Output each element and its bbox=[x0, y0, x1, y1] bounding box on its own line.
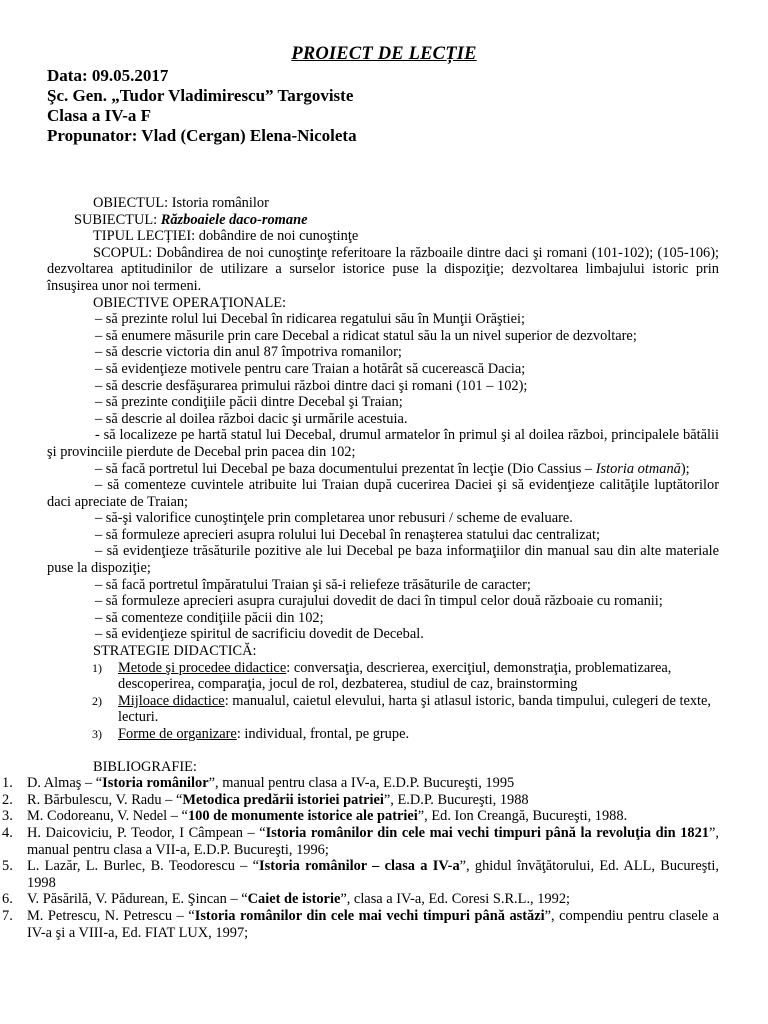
operational-item-long: – să evidenţieze trăsăturile pozitive ale lui Decebal pe baza informaţiilor din manual sau din alte materiale puse la dispoziţie; bbox=[47, 543, 719, 577]
bibliography-title: Istoria românilor – clasa a IV-a bbox=[259, 858, 460, 875]
strategy-item bbox=[47, 726, 719, 743]
class-name: Clasa a IV-a F bbox=[47, 106, 152, 125]
bibliography-authors: L. Lazăr, L. Burlec, B. Teodorescu – “ bbox=[27, 858, 260, 875]
bibliography-details: ”, compendiu pentru clasele a IV-a şi a VIII-a, Ed. FIAT LUX, 1997; bbox=[27, 907, 719, 941]
operational-item: – să descrie desfăşurarea primului război dintre daci şi romani (101 – 102); bbox=[95, 377, 528, 394]
operational-item-long: - să localizeze pe hartă statul lui Decebal, drumul armatelor în primul şi al doilea război, principalele bătălii şi provinciile pierdute de Decebal prin pacea din 102; bbox=[47, 427, 719, 460]
operational-item: – să enumere măsurile prin care Decebal a ridicat statul său la un nivel superior de dezvoltare; bbox=[95, 327, 637, 344]
subject-label: SUBIECTUL: bbox=[74, 211, 158, 228]
operational-item: – să comenteze condiţiile păcii din 102; bbox=[95, 609, 324, 626]
subject-value: Războaiele daco-romane bbox=[160, 211, 308, 228]
bibliography-heading: BIBLIOGRAFIE: bbox=[93, 758, 197, 775]
bibliography-authors: V. Păsărilă, V. Pădurean, E. Şincan – “ bbox=[27, 891, 248, 908]
scope-value: Dobândirea de noi cunoştinţe referitoare la războaile dintre daci şi romani (101-102); (105-106); dezvoltarea aptitudinilor de utilizare a surselor istorice puse la dispoziţie; dezvoltarea limbajului istoric prin însuşirea unor noi termeni. bbox=[47, 244, 719, 294]
lesson-type-value: dobândire de noi cunoştinţe bbox=[195, 228, 359, 245]
bibliography-authors: D. Almaş – “ bbox=[27, 775, 103, 792]
objective-label: OBIECTUL: bbox=[93, 195, 169, 211]
bibliography-number: 5. bbox=[2, 858, 13, 875]
strategy-heading: STRATEGIE DIDACTICĂ: bbox=[93, 643, 257, 660]
strategy-number: 1) bbox=[92, 660, 102, 675]
strategy-text: : conversaţia, descrierea, exerciţiul, demonstraţia, problematizarea, descoperirea, comparaţia, jocul de rol, dezbaterea, studiul de caz, brainstorming bbox=[118, 659, 672, 693]
lesson-type-label: TIPUL LECȚIEI: bbox=[93, 228, 196, 245]
lesson-date: Data: 09.05.2017 bbox=[47, 66, 169, 85]
bibliography-details: ”, clasa a IV-a, Ed. Coresi S.R.L., 1992; bbox=[340, 891, 571, 908]
operational-item-long bbox=[47, 461, 719, 478]
operational-item: – să formuleze aprecieri asupra curajului dovedit de daci în timpul celor două războaie cu romanii; bbox=[95, 593, 663, 610]
bibliography-title: 100 de monumente istorice ale patriei bbox=[187, 808, 418, 825]
teacher-name: Propunator: Vlad (Cergan) Elena-Nicoleta bbox=[47, 126, 357, 145]
strategy-item bbox=[47, 660, 719, 693]
operational-heading: OBIECTIVE OPERAŢIONALE: bbox=[93, 294, 287, 311]
bibliography-item bbox=[2, 858, 719, 891]
objective-line bbox=[47, 195, 719, 212]
scope-label: SCOPUL: bbox=[93, 244, 153, 261]
bibliography-authors: M. Codoreanu, V. Nedel – “ bbox=[27, 808, 188, 825]
strategy-label: Forme de organizare bbox=[118, 726, 237, 742]
bibliography-authors: R. Bărbulescu, V. Radu – “ bbox=[27, 791, 183, 808]
bibliography-details: ”, E.D.P. Bucureşti, 1988 bbox=[383, 791, 529, 808]
bibliography-title: Istoria românilor din cele mai vechi timpuri până astăzi bbox=[194, 907, 545, 924]
strategy-text: : individual, frontal, pe grupe. bbox=[236, 726, 410, 742]
bibliography-title: Istoria românilor bbox=[102, 775, 209, 792]
operational-item: – să prezinte condiţiile păcii dintre Decebal şi Traian; bbox=[95, 394, 403, 411]
bibliography-details: ”, manual pentru clasa a IV-a, E.D.P. Bucureşti, 1995 bbox=[208, 775, 515, 792]
operational-item: – să formuleze aprecieri asupra rolului lui Decebal în renaşterea statului dac centralizat; bbox=[95, 526, 601, 543]
dio-cassius-text: – să facă portretul lui Decebal pe baza documentului prezentat în lecţie (Dio Cassius – bbox=[95, 460, 596, 477]
strategy-number: 3) bbox=[92, 727, 102, 741]
bibliography-item bbox=[2, 825, 719, 858]
bibliography-authors: M. Petrescu, N. Petrescu – “ bbox=[27, 907, 195, 924]
operational-item: – să prezinte rolul lui Decebal în ridicarea regatului său în Munţii Orăştiei; bbox=[95, 311, 525, 328]
objective-value: Istoria românilor bbox=[168, 195, 269, 211]
lesson-body bbox=[2, 195, 720, 941]
bibliography-details: ”, Ed. Ion Creangă, Bucureşti, 1988. bbox=[417, 808, 628, 825]
bibliography-item bbox=[2, 775, 719, 792]
dio-cassius-end: ); bbox=[680, 460, 690, 477]
operational-item: – să evidenţieze spiritul de sacrificiu dovedit de Decebal. bbox=[95, 626, 424, 643]
lesson-type-line bbox=[47, 228, 719, 245]
bibliography-item bbox=[2, 891, 719, 908]
scope-paragraph bbox=[47, 245, 719, 295]
bibliography-number: 3. bbox=[2, 808, 13, 825]
operational-item: – să descrie victoria din anul 87 împotriva romanilor; bbox=[95, 344, 402, 361]
bibliography-number: 1. bbox=[2, 775, 13, 792]
operational-item: – să facă portretul împăratului Traian şi să-i reliefeze trăsăturile de caracter; bbox=[95, 576, 531, 593]
bibliography-item bbox=[2, 808, 719, 825]
bibliography-number: 7. bbox=[2, 907, 13, 924]
strategy-item bbox=[47, 693, 719, 726]
strategy-number: 2) bbox=[92, 693, 102, 708]
dio-cassius-title: Istoria otmană bbox=[595, 460, 681, 477]
bibliography-item bbox=[2, 908, 719, 941]
subject-line bbox=[47, 212, 719, 229]
bibliography-number: 2. bbox=[2, 791, 13, 808]
school-name: Şc. Gen. „Tudor Vladimirescu” Targoviste bbox=[47, 86, 354, 105]
strategy-label: Mijloace didactice bbox=[118, 692, 225, 709]
bibliography-title: Caiet de istorie bbox=[247, 891, 341, 908]
bibliography-title: Istoria românilor din cele mai vechi timpuri până la revoluţia din 1821 bbox=[265, 824, 709, 841]
bibliography-title: Metodica predării istoriei patriei bbox=[182, 791, 384, 808]
strategy-label: Metode şi procedee didactice bbox=[118, 659, 287, 676]
operational-item-long: – să comenteze cuvintele atribuite lui Traian după cucerirea Daciei şi să evidenţieze calităţile luptătorilor daci apreciate de Traian; bbox=[47, 477, 719, 510]
operational-item: – să descrie al doilea război dacic şi urmările acestuia. bbox=[95, 410, 408, 427]
bibliography-item bbox=[2, 792, 719, 809]
strategy-list bbox=[47, 660, 719, 743]
strategy-text: : manualul, caietul elevului, harta şi atlasul istoric, banda timpului, culegeri de texte, lecturi. bbox=[118, 692, 712, 726]
bibliography-authors: H. Daicoviciu, P. Teodor, I Câmpean – “ bbox=[27, 824, 266, 841]
page-title: PROIECT DE LECȚIE bbox=[291, 44, 477, 64]
bibliography-number: 4. bbox=[2, 824, 13, 841]
bibliography-list bbox=[2, 775, 719, 941]
bibliography-number: 6. bbox=[2, 891, 13, 908]
bibliography-details: ”, manual pentru clasa a VII-a, E.D.P. Bucureşti, 1996; bbox=[27, 824, 719, 858]
operational-item: – să evidenţieze motivele pentru care Traian a hotărât să cucerească Dacia; bbox=[95, 360, 526, 377]
bibliography-details: ”, ghidul învăţătorului, Ed. ALL, Bucureşti, 1998 bbox=[27, 858, 720, 891]
operational-item: – să-şi valorifice cunoştinţele prin completarea unor rebusuri / scheme de evaluare. bbox=[95, 510, 573, 527]
